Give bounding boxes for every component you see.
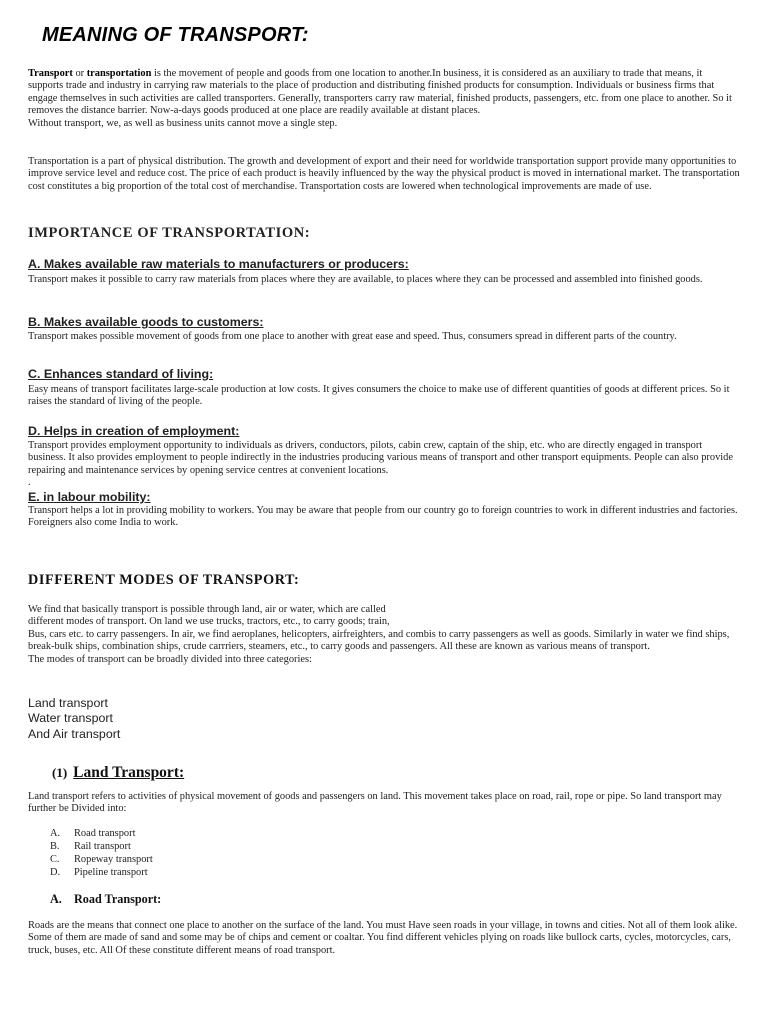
importance-a-heading bbox=[28, 257, 409, 271]
land-number: (1) bbox=[52, 765, 68, 780]
list-item bbox=[50, 828, 153, 841]
importance-b-text: Transport makes possible movement of goods from one place to another with great ease and speed. Thus, consumers spread in different parts of the country. bbox=[28, 331, 677, 342]
importance-d-body bbox=[28, 440, 740, 490]
importance-e-body bbox=[28, 505, 740, 530]
importance-a-heading-text: A. Makes available raw materials to manufacturers or producers: bbox=[28, 257, 409, 271]
importance-b-body bbox=[28, 331, 740, 343]
importance-c-heading-text: C. Enhances standard of living: bbox=[28, 367, 214, 381]
importance-d-extra: . bbox=[28, 477, 31, 489]
modes-heading: DIFFERENT MODES OF TRANSPORT: bbox=[28, 572, 300, 588]
category-item: Land transport bbox=[28, 696, 108, 710]
road-heading-text: Road Transport: bbox=[74, 892, 162, 906]
importance-e-heading-text: E. in labour mobility: bbox=[28, 490, 151, 504]
importance-c-body bbox=[28, 384, 740, 409]
importance-c-heading bbox=[28, 367, 213, 381]
modes-line-2: different modes of transport. On land we use trucks, tractors, etc., to carry goods; train, bbox=[28, 616, 390, 628]
importance-d-text: Transport provides employment opportunity to individuals as drivers, conductors, pilots, cabin crew, captain of the ship, etc. who are directly engaged in transport business. It also provides employment to people indirectly in the industries producing various means of transport and other transport equipments. People can also provide repairing and maintenance services by opening service centres at convenient locations. bbox=[28, 440, 733, 476]
intro-line2: Without transport, we, as well as business units cannot move a single step. bbox=[28, 117, 338, 129]
importance-e-heading bbox=[28, 490, 151, 504]
importance-heading: IMPORTANCE OF TRANSPORTATION: bbox=[28, 225, 311, 241]
road-transport-paragraph bbox=[28, 920, 740, 957]
modes-line-1: We find that basically transport is possible through land, air or water, which are called bbox=[28, 604, 386, 615]
land-transport-paragraph bbox=[28, 791, 740, 816]
intro-text: is the movement of people and goods from one location to another.In business, it is considered as an auxiliary to trade that means, it supports trade and industry in carrying raw materials to the place of production and distributing finished products for consumption. Individuals or business firms that engage themselves in such activities are called transporters. Generally, transporters carry raw material, finished products, passengers, etc. from one place to another. So it removes the distance barrier. Now-a-days goods produced at one place are readily available at distant places. bbox=[28, 68, 732, 117]
modes-line-4: The modes of transport can be broadly divided into three categories: bbox=[28, 653, 312, 665]
list-letter: C. bbox=[50, 853, 60, 865]
paragraph-distribution bbox=[28, 156, 740, 193]
list-label: Pipeline transport bbox=[74, 866, 148, 878]
land-transport-heading bbox=[52, 757, 184, 784]
page-title: MEANING OF TRANSPORT: bbox=[42, 24, 309, 46]
term-transportation: transportation bbox=[86, 68, 152, 79]
list-letter: D. bbox=[50, 866, 61, 878]
road-letter: A. bbox=[50, 892, 62, 906]
list-label: Ropeway transport bbox=[74, 853, 153, 865]
or-text: or bbox=[72, 68, 87, 79]
land-heading-colon: : bbox=[178, 764, 185, 781]
list-label: Road transport bbox=[74, 828, 136, 839]
importance-d-heading-text: D. Helps in creation of employment: bbox=[28, 424, 240, 438]
importance-e-text: Transport helps a lot in providing mobility to workers. You may be aware that people from our country go to foreign countries to work in different industries and factories. Foreigners also come India to work. bbox=[28, 505, 738, 529]
road-transport-heading bbox=[50, 892, 161, 907]
importance-a-body bbox=[28, 274, 740, 286]
list-label: Rail transport bbox=[74, 840, 131, 852]
importance-b-heading-text: B. Makes available goods to customers: bbox=[28, 315, 264, 329]
land-transport-list bbox=[50, 828, 153, 880]
land-transport-text: Land transport refers to activities of physical movement of goods and passengers on land. This movement takes place on road, rail, rope or pipe. So land transport may further be Divided into: bbox=[28, 791, 722, 815]
road-transport-text: Roads are the means that connect one place to another on the surface of the land. You must Have seen roads in your village, in towns and cities. Not all of them look alike. Some of them are made of sand and some may be of chips and cement or coaltar. You find different vehicles plying on roads like bullock carts, cycles, motorcycles, cars, truck, buses, etc. All Of these constitute different means of road transport. bbox=[28, 920, 738, 956]
list-item bbox=[50, 867, 153, 880]
paragraph-distribution-text: Transportation is a part of physical distribution. The growth and development of export and their need for worldwide transportation support provide many opportunities to improve service level and reduce cost. The price of each product is heavily influenced by the way the physical product is moved in international market. The transportation cost constitutes a big proportion of the total cost of merchandise. Transportation costs are lowered when technological improvements are made of use. bbox=[28, 156, 740, 192]
term-transport: Transport bbox=[28, 68, 73, 79]
importance-d-heading bbox=[28, 424, 239, 438]
list-item bbox=[50, 854, 153, 867]
category-item: Water transport bbox=[28, 711, 113, 726]
modes-line-3: Bus, cars etc. to carry passengers. In air, we find aeroplanes, helicopters, airfreighters, and combis to carry passengers as well as goods. Similarly in water we find ships, break-bulk ships, combination ships, crude carrriers, steamers, etc., to carry goods and passengers. All these are known as various means of transport. bbox=[28, 628, 730, 653]
category-item: And Air transport bbox=[28, 726, 121, 741]
list-item bbox=[50, 841, 153, 854]
intro-paragraph bbox=[28, 68, 740, 130]
list-letter: B. bbox=[50, 840, 60, 852]
modes-paragraph bbox=[28, 604, 740, 666]
importance-a-text: Transport makes it possible to carry raw materials from places where they are available, to places where they can be processed and assembled into finished goods. bbox=[28, 274, 703, 285]
importance-b-heading bbox=[28, 315, 264, 329]
land-heading-text: Land Transport bbox=[73, 764, 179, 781]
importance-c-text: Easy means of transport facilitates large-scale production at low costs. It gives consumers the choice to make use of different quantities of goods at different prices. So it raises the standard of living of the people. bbox=[28, 384, 730, 408]
list-letter: A. bbox=[50, 828, 61, 839]
transport-categories bbox=[28, 696, 120, 742]
